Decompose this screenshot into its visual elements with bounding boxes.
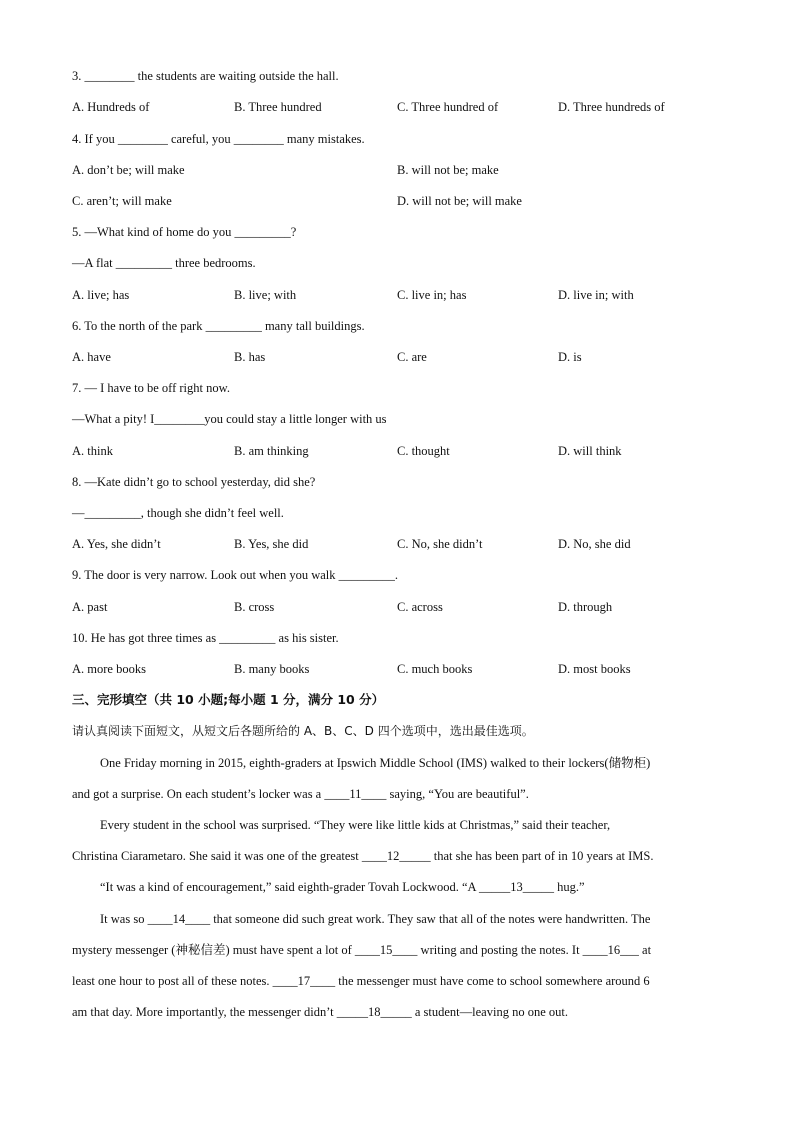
passage-line-6: It was so ____14____ that someone did such great work. They saw that all of the notes were handwritten. The xyxy=(100,912,651,926)
question-6-option-b[interactable]: B. has xyxy=(234,350,266,364)
question-5-stem: 5. —What kind of home do you _________? xyxy=(72,225,297,239)
passage-line-8: least one hour to post all of these notes. ____17____ the messenger must have come to school somewhere around 6 xyxy=(72,974,650,988)
question-5-option-a[interactable]: A. live; has xyxy=(72,288,130,302)
question-10-stem: 10. He has got three times as _________ as his sister. xyxy=(72,631,339,645)
question-9-option-a[interactable]: A. past xyxy=(72,600,108,614)
passage-line-5: “It was a kind of encouragement,” said eighth-grader Tovah Lockwood. “A _____13_____ hug.” xyxy=(100,880,585,894)
question-3-option-d[interactable]: D. Three hundreds of xyxy=(558,100,665,114)
question-5-stem-reply: —A flat _________ three bedrooms. xyxy=(72,256,256,270)
question-9-option-d[interactable]: D. through xyxy=(558,600,613,614)
question-3-option-a[interactable]: A. Hundreds of xyxy=(72,100,150,114)
question-8-option-b[interactable]: B. Yes, she did xyxy=(234,537,309,551)
question-5-option-c[interactable]: C. live in; has xyxy=(397,288,467,302)
passage-line-3: Every student in the school was surprised. “They were like little kids at Christmas,” said their teacher, xyxy=(100,818,611,832)
question-5-option-b[interactable]: B. live; with xyxy=(234,288,297,302)
question-6-stem: 6. To the north of the park _________ many tall buildings. xyxy=(72,319,365,333)
question-3-stem: 3. ________ the students are waiting outside the hall. xyxy=(72,69,339,83)
question-4-stem: 4. If you ________ careful, you ________ many mistakes. xyxy=(72,132,365,146)
question-6-option-a[interactable]: A. have xyxy=(72,350,111,364)
question-9-option-b[interactable]: B. cross xyxy=(234,600,275,614)
question-6-option-d[interactable]: D. is xyxy=(558,350,582,364)
question-10-option-b[interactable]: B. many books xyxy=(234,662,310,676)
passage-line-4: Christina Ciarametaro. She said it was one of the greatest ____12_____ that she has been part of in 10 years at IMS. xyxy=(72,849,654,863)
passage-line-9: am that day. More importantly, the messenger didn’t _____18_____ a student—leaving no one out. xyxy=(72,1005,568,1019)
question-7-stem: 7. — I have to be off right now. xyxy=(72,381,230,395)
question-7-stem-reply: —What a pity! I________you could stay a little longer with us xyxy=(72,412,387,426)
section-3-title: 三、完形填空（共 10 小题;每小题 1 分，满分 10 分） xyxy=(72,692,385,707)
question-4-option-c[interactable]: C. aren’t; will make xyxy=(72,194,172,208)
question-3-option-b[interactable]: B. Three hundred xyxy=(234,100,322,114)
question-8-option-a[interactable]: A. Yes, she didn’t xyxy=(72,537,161,551)
question-4-option-b[interactable]: B. will not be; make xyxy=(397,163,499,177)
question-8-option-c[interactable]: C. No, she didn’t xyxy=(397,537,483,551)
question-4-option-d[interactable]: D. will not be; will make xyxy=(397,194,522,208)
question-10-option-a[interactable]: A. more books xyxy=(72,662,146,676)
section-3-instruction: 请认真阅读下面短文，从短文后各题所给的 A、B、C、D 四个选项中，选出最佳选项。 xyxy=(72,724,534,738)
passage-line-2: and got a surprise. On each student’s locker was a ____11____ saying, “You are beautiful”. xyxy=(72,787,529,801)
question-9-option-c[interactable]: C. across xyxy=(397,600,443,614)
passage-line-1: One Friday morning in 2015, eighth-graders at Ipswich Middle School (IMS) walked to their lockers(储物柜) xyxy=(100,756,651,770)
question-10-option-c[interactable]: C. much books xyxy=(397,662,473,676)
question-7-option-c[interactable]: C. thought xyxy=(397,444,450,458)
question-6-option-c[interactable]: C. are xyxy=(397,350,427,364)
question-7-option-d[interactable]: D. will think xyxy=(558,444,622,458)
question-3-option-c[interactable]: C. Three hundred of xyxy=(397,100,499,114)
passage-line-7: mystery messenger (神秘信差) must have spent a lot of ____15____ writing and posting the notes. It ____16___ at xyxy=(72,943,652,957)
question-7-option-b[interactable]: B. am thinking xyxy=(234,444,309,458)
question-7-option-a[interactable]: A. think xyxy=(72,444,113,458)
question-9-stem: 9. The door is very narrow. Look out when you walk _________. xyxy=(72,568,398,582)
question-8-stem: 8. —Kate didn’t go to school yesterday, did she? xyxy=(72,475,316,489)
question-4-option-a[interactable]: A. don’t be; will make xyxy=(72,163,185,177)
question-8-stem-reply: —_________, though she didn’t feel well. xyxy=(72,506,284,520)
question-8-option-d[interactable]: D. No, she did xyxy=(558,537,631,551)
question-10-option-d[interactable]: D. most books xyxy=(558,662,631,676)
question-5-option-d[interactable]: D. live in; with xyxy=(558,288,634,302)
